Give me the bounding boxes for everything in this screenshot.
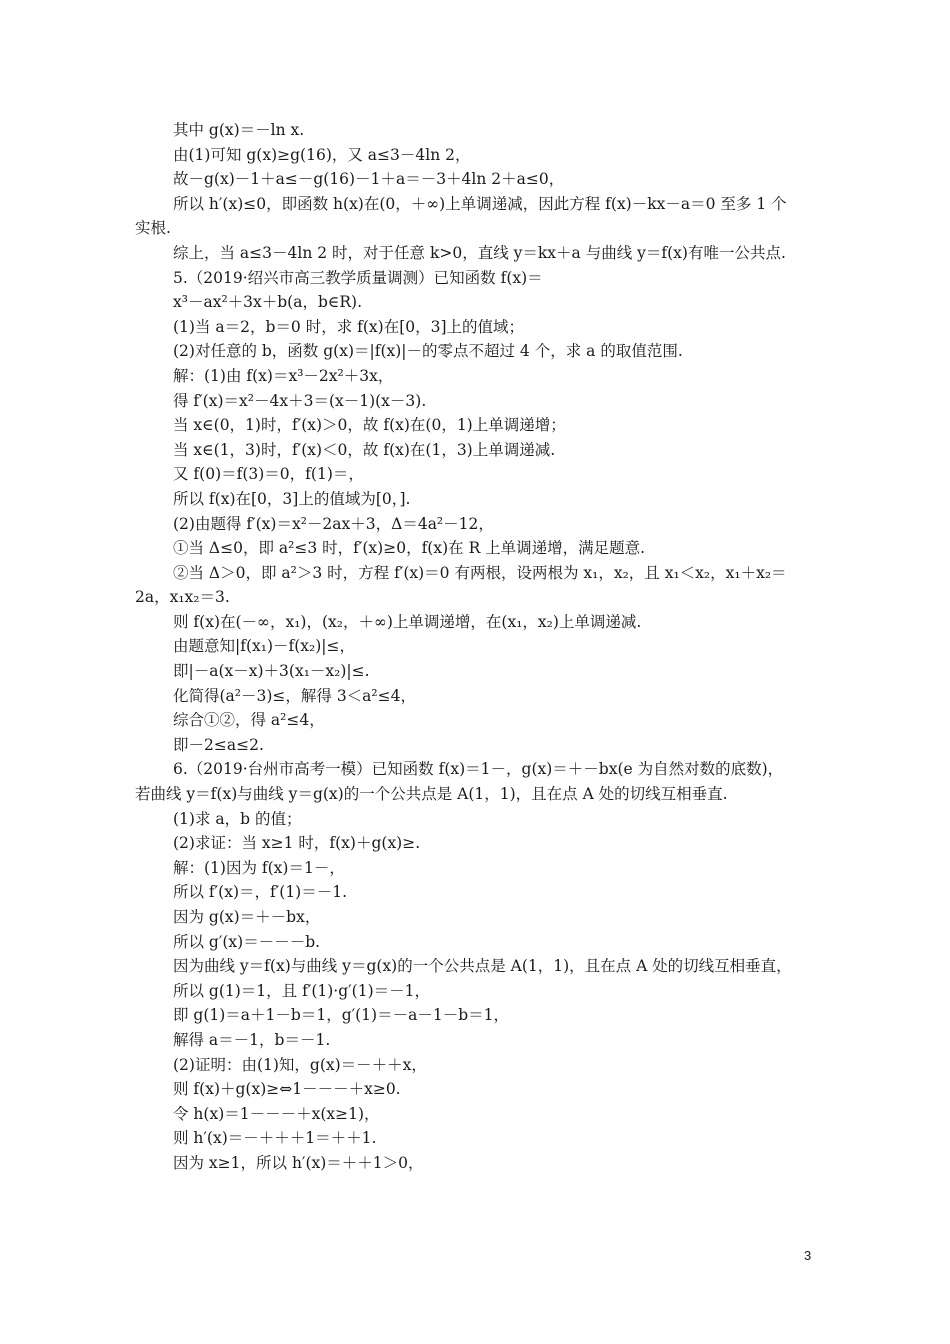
text-line: 所以 f(x)在[0，3]上的值域为[0，]. [173,489,411,508]
text-line: 解：(1)由 f(x)＝x³－2x²＋3x， [173,366,394,385]
text-line: 5.（2019·绍兴市高三教学质量调测）已知函数 f(x)＝ [173,268,543,287]
text-line: 由(1)可知 g(x)≥g(16)，又 a≤3－4ln 2， [173,145,471,164]
text-line: 又 f(0)＝f(3)＝0，f(1)＝， [173,465,364,484]
text-line: 当 x∈(1，3)时，f′(x)＜0，故 f(x)在(1，3)上单调递减. [173,440,556,459]
text-line: 则 h′(x)＝－＋＋＋1＝＋＋1. [173,1129,377,1148]
text-line: 因为曲线 y＝f(x)与曲线 y＝g(x)的一个公共点是 A(1，1)，且在点 A 处的切线互相垂直， [173,957,792,976]
text-line: 解：(1)因为 f(x)＝1－， [173,858,345,877]
text-line: 令 h(x)＝1－－－＋x(x≥1)， [173,1104,380,1123]
text-line: 化简得(a²－3)≤，解得 3＜a²≤4， [173,686,416,705]
text-line: 所以 g(1)＝1，且 f′(1)·g′(1)＝－1， [173,981,430,1000]
text-line: 故－g(x)－1＋a≤－g(16)－1＋a＝－3＋4ln 2＋a≤0， [173,170,565,189]
text-line: 实根. [135,219,171,238]
text-line: 由题意知|f(x₁)－f(x₂)|≤， [173,637,356,656]
text-line: x³－ax²＋3x＋b(a，b∈R). [173,293,363,312]
text-line: 所以 g′(x)＝－－－b. [173,932,321,951]
text-line: 2a，x₁x₂＝3. [135,588,230,607]
text-line: 综合①②，得 a²≤4， [173,711,325,730]
text-line: ②当 Δ＞0，即 a²＞3 时，方程 f′(x)＝0 有两根，设两根为 x₁，x₂，且 x₁＜x₂，x₁＋x₂＝ [173,563,787,582]
text-line: (2)证明：由(1)知，g(x)＝－＋＋x， [173,1055,427,1074]
text-line: 即－2≤a≤2. [173,735,264,754]
text-line: 得 f′(x)＝x²－4x＋3＝(x－1)(x－3). [173,391,427,410]
text-line: 综上，当 a≤3－4ln 2 时，对于任意 k>0，直线 y＝kx＋a 与曲线 y＝f(x)有唯一公共点. [173,243,786,262]
text-line: 6.（2019·台州市高考一模）已知函数 f(x)＝1－，g(x)＝＋－bx(e 为自然对数的底数)， [173,760,784,779]
text-line: 所以 f′(x)＝，f′(1)＝－1. [173,883,348,902]
text-line: 解得 a＝－1，b＝－1. [173,1030,331,1049]
text-line: (1)求 a，b 的值； [173,809,302,828]
text-line: 其中 g(x)＝－ln x. [173,121,305,139]
text-line: (2)由题得 f′(x)＝x²－2ax＋3，Δ＝4a²－12， [173,514,494,533]
text-line: 若曲线 y＝f(x)与曲线 y＝g(x)的一个公共点是 A(1，1)，且在点 A 处的切线互相垂直. [135,785,728,804]
text-line: 则 f(x)＋g(x)≥⇔1－－－＋x≥0. [173,1080,401,1099]
text-line: 因为 x≥1，所以 h′(x)＝＋＋1＞0， [173,1153,424,1172]
text-line: (2)求证：当 x≥1 时，f(x)＋g(x)≥. [173,834,421,853]
text-line: 所以 h′(x)≤0，即函数 h(x)在(0，＋∞)上单调递减，因此方程 f(x)－kx－a＝0 至多 1 个 [173,194,787,213]
text-line: (1)当 a＝2，b＝0 时，求 f(x)在[0，3]上的值域； [173,317,525,336]
text-line: (2)对任意的 b，函数 g(x)＝|f(x)|－的零点不超过 4 个，求 a 的取值范围. [173,342,683,361]
text-line: 则 f(x)在(－∞，x₁)，(x₂，＋∞)上单调递增，在(x₁，x₂)上单调递减. [173,612,642,631]
text-line: 当 x∈(0，1)时，f′(x)＞0，故 f(x)在(0，1)上单调递增； [173,416,566,435]
document-body [135,118,815,1176]
text-line: ①当 Δ≤0，即 a²≤3 时，f′(x)≥0，f(x)在 R 上单调递增，满足题意. [173,539,646,558]
text-line: 即|－a(x－x)＋3(x₁－x₂)|≤. [173,662,370,681]
text-line: 即 g(1)＝a＋1－b＝1，g′(1)＝－a－1－b＝1， [173,1006,509,1025]
page-number: 3 [804,1248,812,1263]
text-line: 因为 g(x)＝＋－bx， [173,908,321,926]
